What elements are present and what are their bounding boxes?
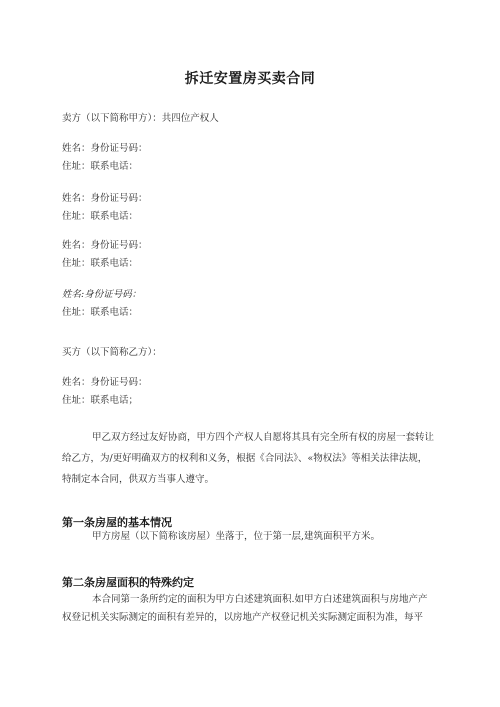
seller-2-id-line: 姓名：身份证号码： (62, 193, 148, 204)
seller-3-id-line: 姓名：身份证号码： (62, 240, 148, 251)
buyer-id-line: 姓名：身份证号码： (62, 377, 148, 388)
buyer-intro: 买方（以下简称乙方）： (62, 347, 162, 358)
section-1-line-1: 甲方房屋（以下简称该房屋）坐落于，位于第一层,建筑面积平方米。 (92, 531, 381, 542)
buyer-address-line: 住址：联系电话； (62, 395, 139, 406)
seller-intro: 卖方（以下简称甲方）：共四位产权人 (62, 113, 219, 124)
preamble-line-1: 甲乙双方经过友好协商，甲方四个产权人自愿将其具有完全所有权的房屋一套转让 (92, 432, 435, 443)
preamble-line-3: 特制定本合同，供双方当事人遵守。 (62, 474, 215, 485)
page-title: 拆迁安置房买卖合同 (184, 71, 316, 87)
section-2-line-1: 本合同第一条所约定的面积为甲方白述建筑面积.如甲方白述建筑面积与房地产产 (92, 594, 428, 605)
seller-2-address-line: 住址：联系电话： (62, 211, 139, 222)
section-2-line-2: 权登记机关实际测定的面积有差异的，以房地产产权登记机关实际测定面积为准，每平 (62, 612, 424, 623)
preamble-line-2: 给乙方，为/更好明确双方的权利和义务，根据《合同法》、«物权法》等相关法律法规， (62, 453, 428, 464)
section-2-heading: 第二条房屋面积的特殊约定 (62, 576, 194, 589)
section-1-heading: 第一条房屋的基本情况 (62, 516, 172, 529)
seller-4-address-line: 住址：联系电话： (62, 307, 139, 318)
seller-1-id-line: 姓名：身份证号码： (62, 143, 148, 154)
seller-4-id-line: 姓名:身份证号码： (62, 289, 142, 300)
seller-3-address-line: 住址：联系电话： (62, 258, 139, 269)
seller-1-address-line: 住址：联系电话： (62, 161, 139, 172)
